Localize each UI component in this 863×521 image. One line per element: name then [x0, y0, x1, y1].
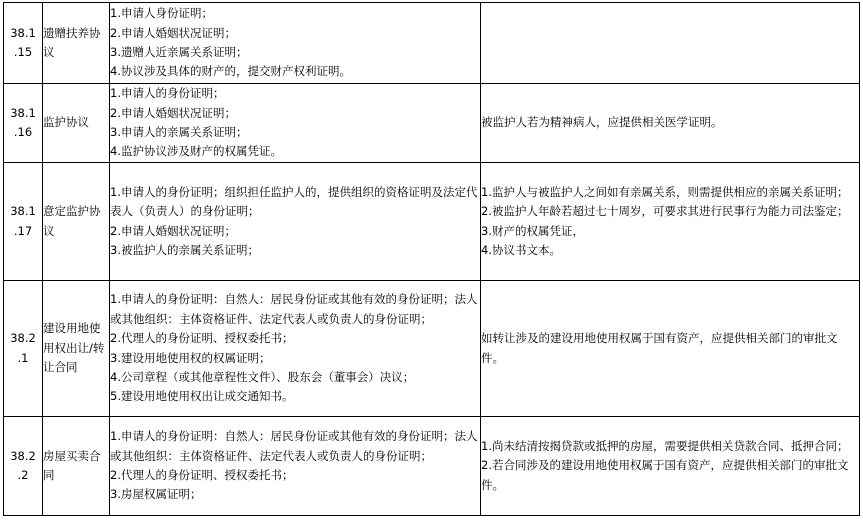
- notes-cell: [481, 417, 860, 516]
- requirement-item: 3.遗赠人近亲属关系证明；: [110, 45, 248, 59]
- table-row: [4, 163, 860, 281]
- requirement-item: 4.协议涉及具体的财产的，提交财产权利证明。: [110, 64, 351, 79]
- notes-cell: [481, 3, 860, 84]
- item-number-part: .1: [17, 350, 29, 365]
- document-name: 监护协议: [43, 84, 110, 163]
- item-number-part: 38.1: [10, 105, 36, 120]
- item-number: [4, 3, 43, 84]
- requirement-item: 3.申请人的亲属关系证明；: [110, 125, 248, 139]
- table-row: [4, 3, 860, 84]
- requirements-table: [3, 2, 860, 516]
- document-name: 房屋买卖合同: [43, 417, 110, 516]
- requirement-item: 3.房屋权属证明；: [110, 487, 202, 502]
- item-number-part: .15: [13, 45, 33, 59]
- requirements-cell: [110, 417, 481, 516]
- requirements-cell: [110, 3, 481, 84]
- item-number-part: .17: [13, 223, 33, 238]
- document-name: 遗赠扶养协议: [43, 3, 110, 84]
- requirement-item: 3.被监护人的亲属关系证明；: [110, 242, 259, 257]
- document-name: 建设用地使用权出让/转让合同: [43, 281, 110, 417]
- table-row: [4, 84, 860, 163]
- item-number: [4, 163, 43, 281]
- item-number: [4, 417, 43, 516]
- requirement-item: 4.监护协议涉及财产的权属凭证。: [110, 144, 282, 159]
- requirement-item: 5.建设用地使用权出让成交通知书。: [110, 389, 294, 404]
- requirement-item: 4.公司章程（或其他章程性文件）、股东会（董事会）决议；: [110, 369, 415, 384]
- requirement-item: 1.申请人身份证明；: [110, 6, 213, 21]
- requirement-item: 1.申请人的身份证明；组织担任监护人的，提供组织的资格证明及法定代表人（负责人）的身份证明；: [110, 184, 478, 219]
- requirement-item: 2.代理人的身份证明、授权委托书；: [110, 331, 294, 346]
- item-number-part: 38.1: [10, 204, 36, 219]
- table-row: [4, 417, 860, 516]
- document-name: 意定监护协议: [43, 163, 110, 281]
- notes-cell: [481, 281, 860, 417]
- item-number: [4, 84, 43, 163]
- note-item: 如转让涉及的建设用地使用权属于国有资产，应提供相关部门的审批文件。: [481, 331, 838, 365]
- requirement-item: 3.建设用地使用权的权属证明；: [110, 350, 271, 365]
- requirement-item: 1.申请人的身份证明：自然人：居民身份证或其他有效的身份证明；法人或其他组织：主体资格证件、法定代表人或负责人的身份证明；: [110, 429, 478, 463]
- note-item: 2.被监护人年龄若超过七十周岁，可要求其进行民事行为能力司法鉴定；: [481, 204, 849, 219]
- requirements-cell: [110, 84, 481, 163]
- note-item: 1.尚未结清按揭贷款或抵押的房屋，需要提供相关贷款合同、抵押合同；: [481, 438, 849, 453]
- requirement-item: 2.申请人婚姻状况证明；: [110, 105, 236, 120]
- requirement-item: 2.申请人婚姻状况证明；: [110, 223, 236, 238]
- item-number-part: 38.2: [10, 448, 36, 463]
- notes-cell: [481, 84, 860, 163]
- note-item: 1.监护人与被监护人之间如有亲属关系，则需提供相应的亲属关系证明；: [481, 184, 849, 199]
- item-number-part: 38.1: [10, 25, 36, 40]
- requirement-item: 2.代理人的身份证明、授权委托书；: [110, 468, 294, 482]
- item-number-part: .2: [17, 468, 29, 482]
- note-item: 被监护人若为精神病人，应提供相关医学证明。: [481, 115, 723, 130]
- requirement-item: 1.申请人的身份证明：自然人：居民身份证或其他有效的身份证明；法人或其他组织：主体资格证件、法定代表人或负责人的身份证明；: [110, 292, 478, 326]
- requirement-item: 1.申请人的身份证明；: [110, 86, 225, 101]
- note-item: 3.财产的权属凭证，: [481, 223, 584, 238]
- requirements-cell: [110, 163, 481, 281]
- item-number: [4, 281, 43, 417]
- item-number-part: .16: [13, 125, 33, 139]
- requirements-cell: [110, 281, 481, 417]
- notes-cell: [481, 163, 860, 281]
- item-number-part: 38.2: [10, 331, 36, 346]
- note-item: 4.协议书文本。: [481, 242, 561, 257]
- requirement-item: 2.申请人婚姻状况证明；: [110, 25, 236, 40]
- table-row: [4, 281, 860, 417]
- note-item: 2.若合同涉及的建设用地使用权属于国有资产，应提供相关部门的审批文件。: [481, 458, 849, 492]
